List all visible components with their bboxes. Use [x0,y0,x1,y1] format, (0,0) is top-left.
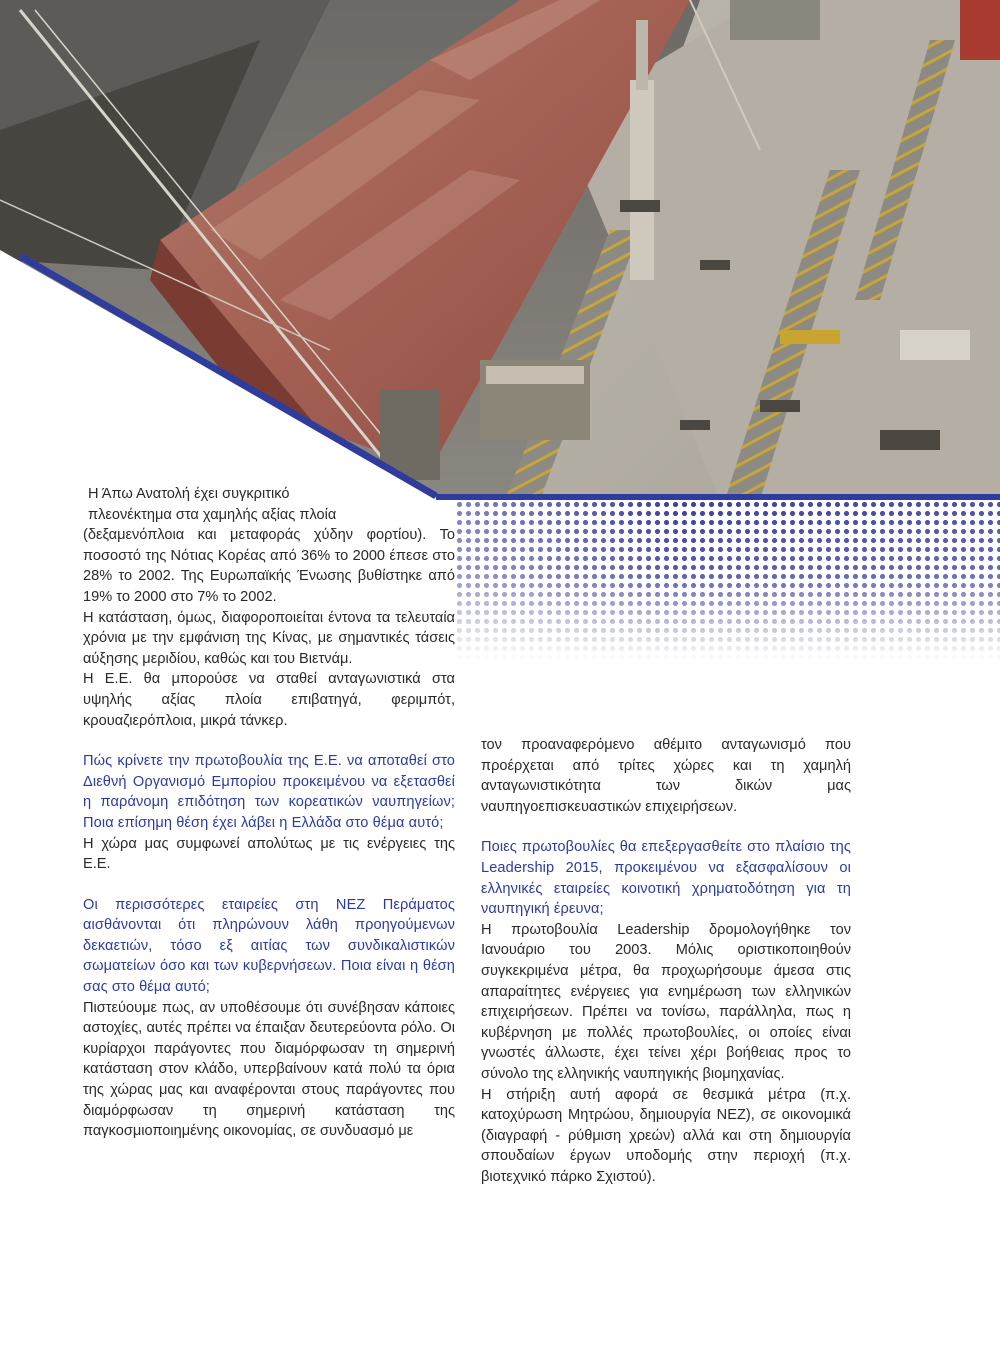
answer-2: Πιστεύουμε πως, αν υποθέσουμε ότι συνέβησαν κάποιες αστοχίες, αυτές πρέπει να έπαιξαν δευτερεύοντα ρόλο. Οι κυρίαρχοι παράγοντες που διαμόρφωσαν τη σημερινή κατάσταση στον κλάδο, υπερβαίνουν κατά πολύ τα όρια της χώρας μας και αναφέρονται στους παράγοντες που διαμόρφωσαν τη σημερινή κατάσταση της παγκοσμιοποιημένης οικονομίας, σε συνδυασμό με [83,999,455,1140]
answer-3b: Η στήριξη αυτή αφορά σε θεσμικά μέτρα (π.χ. κατοχύρωση Μητρώου, δημιουργία ΝΕΖ), σε οικονομικά (διαγραφή - ρύθμιση χρεών) αλλά και στη δημιουργία σπουδαίων έργων υποδομής στην περιοχή (π.χ. βιοτεχνικό πάρκο Σχιστού). [481,1086,851,1185]
shipyard-photo-svg [0,0,1000,500]
left-column [83,484,455,1142]
intro-paragraph-2: Η κατάσταση, όμως, διαφοροποιείται έντονα τα τελευταία χρόνια με την εμφάνιση της Κίνας, με σημαντικές τάσεις αύξησης μεριδίου, καθώς και του Βιετνάμ. [83,609,455,667]
answer-3: Η πρωτοβουλία Leadership δρομολογήθηκε τον Ιανουάριο του 2003. Μόλις οριστικοποιηθούν συγκεκριμένα μέτρα, θα προχωρήσουμε άμεσα στις απαραίτητες ενέργειες για ενημέρωση των ελληνικών επιχειρήσεων. Πρέπει να τονίσω, παράλληλα, πως η κυβέρνηση με πολλές πρωτοβουλίες, οι οποίες είναι γνωστές άλλωστε, έχει τείνει χέρι βοήθειας προς το σύνολο της ελληνικής ναυπηγικής βιομηχανίας. [481,921,851,1082]
continuation-paragraph: τον προαναφερόμενο αθέμιτο ανταγωνισμό που προέρχεται από τρίτες χώρες και τη χαμηλή ανταγωνιστικότητα των δικών μας ναυπηγοεπισκευαστικών επιχειρήσεων. [481,737,851,815]
question-1: Πώς κρίνετε την πρωτοβουλία της Ε.Ε. να αποταθεί στο Διεθνή Οργανισμό Εμπορίου προκειμένου να εξετασθεί η παράνομη επιδότηση των κορεατικών ναυπηγείων; Ποια επίσημη θέση έχει λάβει η Ελλάδα στο θέμα αυτό; [83,753,455,831]
question-2: Οι περισσότερες εταιρείες στη ΝΕΖ Περάματος αισθάνονται ότι πληρώνουν λάθη προηγούμενων δεκαετιών, τόσο εξ αιτίας των συνδικαλιστικών σωματείων όσο και των κυβερνήσεων. Ποια είναι η θέση σας στο θέμα αυτό; [83,896,455,996]
answer-1: Η χώρα μας συμφωνεί απολύτως με τις ενέργειες της Ε.Ε. [83,835,455,873]
question-3: Ποιες πρωτοβουλίες θα επεξεργασθείτε στο πλαίσιο της Leadership 2015, προκειμένου να εξασφαλίσουν οι ελληνικές εταιρείες κοινοτική χρηματοδότηση για τη ναυπηγική έρευνα; [481,839,851,918]
intro-line-2: πλεονέκτημα στα χαμηλής αξίας πλοία [88,506,337,523]
shipyard-photo [0,0,1000,500]
right-column [481,735,851,1187]
intro-paragraph-3: Η Ε.Ε. θα μπορούσε να σταθεί ανταγωνιστικά στα υψηλής αξίας πλοία επιβατηγά, φεριμπότ, κρουαζιερόπλοια, μικρά τάνκερ. [83,671,455,729]
halftone-fade [455,500,1000,660]
intro-line-1: Η Άπω Ανατολή έχει συγκριτικό [88,486,290,502]
intro-paragraph: (δεξαμενόπλοια και μεταφοράς χύδην φορτίου). Το ποσοστό της Νότιας Κορέας από 36% το 2000 έπεσε στο 28% το 2002. Της Ευρωπαϊκής Ένωσης βυθίστηκε από 19% το 2000 στο 7% το 2002. [83,527,455,605]
